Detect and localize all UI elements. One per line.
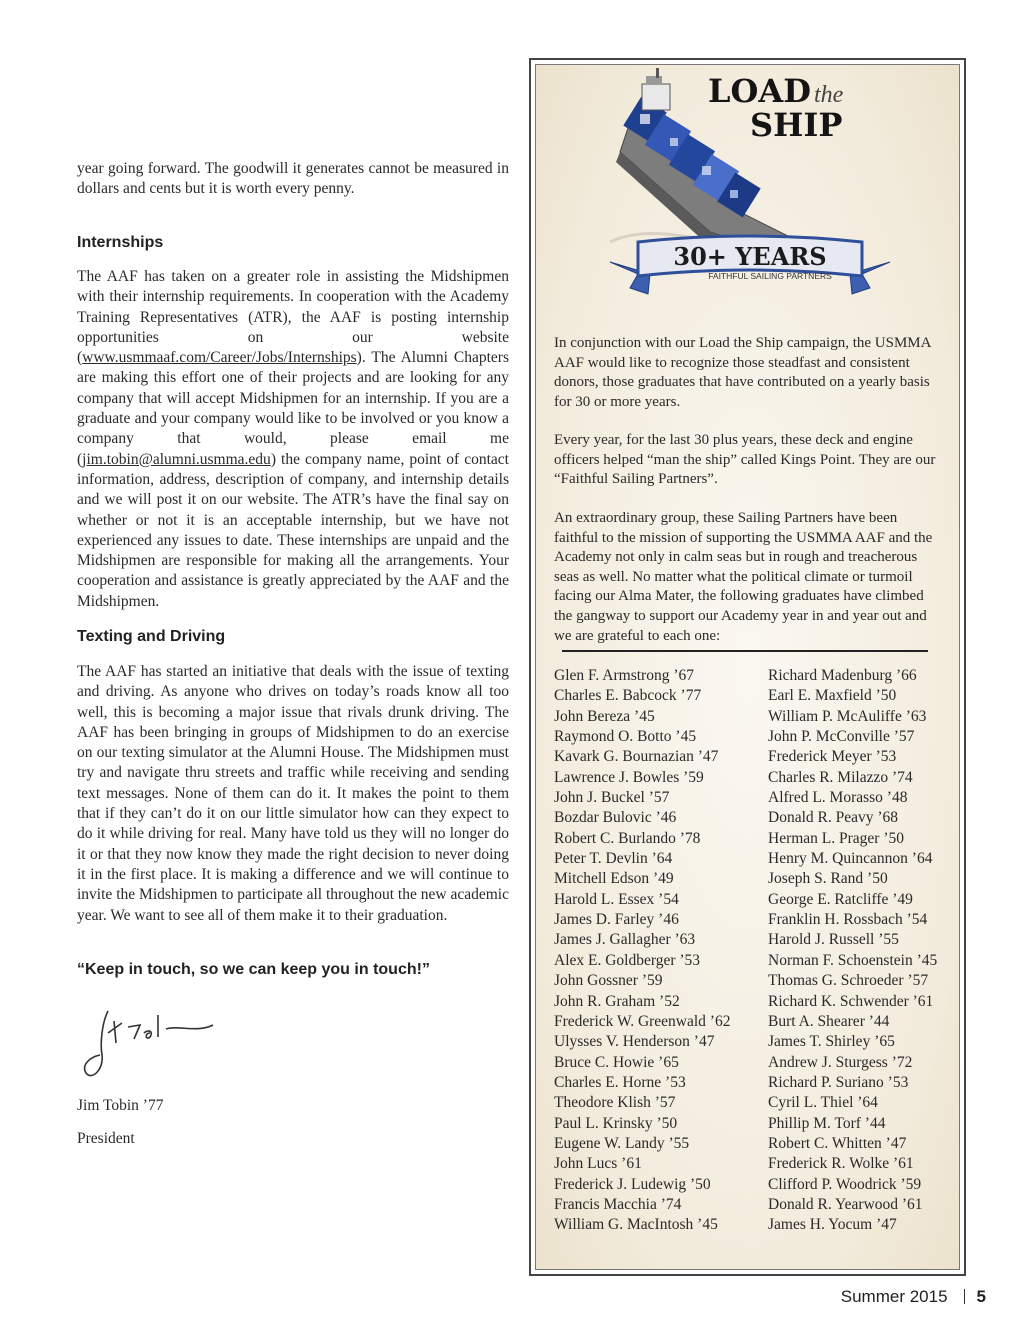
partner-name: John R. Graham ’52 [554, 992, 680, 1010]
partner-name: Joseph S. Rand ’50 [768, 870, 888, 888]
partner-name: Donald R. Peavy ’68 [768, 809, 899, 827]
issue-label: Summer 2015 [840, 1287, 948, 1306]
partner-name: Robert C. Burlando ’78 [554, 829, 701, 847]
partner-name: Kavark G. Bournazian ’47 [554, 748, 719, 766]
partner-name: James J. Gallagher ’63 [554, 931, 696, 949]
sidebar-paragraph-1: In conjunction with our Load the Ship campaign, the USMMA AAF would like to recognize those steadfast and consistent donors, those graduates that have contributed on a yearly basis for 30 or more years. [554, 335, 931, 410]
partner-name: Lawrence J. Bowles ’59 [554, 768, 704, 786]
partner-name: Charles R. Milazzo ’74 [768, 768, 913, 786]
partner-name: John P. McConville ’57 [768, 728, 915, 746]
internships-url-link[interactable]: www.usmmaaf.com/Career/Jobs/Internships [82, 349, 357, 367]
partner-name: Frederick R. Wolke ’61 [768, 1155, 914, 1173]
partner-name: Thomas G. Schroeder ’57 [768, 972, 929, 990]
partner-name: Herman L. Prager ’50 [768, 829, 905, 847]
partner-name: Paul L. Krinsky ’50 [554, 1114, 678, 1132]
logo-ship-text: SHIP [750, 106, 843, 144]
intro-paragraph: year going forward. The goodwill it generates cannot be measured in dollars and cents but it is worth every penny. [77, 160, 509, 198]
partner-name: Phillip M. Torf ’44 [768, 1114, 886, 1132]
partner-name: Francis Macchia ’74 [554, 1195, 682, 1213]
texting-heading: Texting and Driving [77, 628, 226, 645]
partner-name: Alfred L. Morasso ’48 [768, 789, 908, 807]
partner-name: Harold L. Essex ’54 [554, 890, 679, 908]
logo-load-text: LOAD [708, 72, 811, 110]
partner-name: Earl E. Maxfield ’50 [768, 687, 897, 705]
partner-name: Mitchell Edson ’49 [554, 870, 674, 888]
partner-name: Cyril L. Thiel ’64 [768, 1094, 878, 1112]
partner-name: Glen F. Armstrong ’67 [554, 667, 694, 684]
partner-name: Bozdar Bulovic ’46 [554, 809, 677, 827]
partner-name: Charles E. Babcock ’77 [554, 687, 702, 705]
ship-bridge [642, 84, 670, 110]
partner-name: Bruce C. Howie ’65 [554, 1053, 679, 1071]
logo-the-text: the [814, 82, 844, 108]
partner-name: Peter T. Devlin ’64 [554, 850, 673, 868]
partner-name: James H. Yocum ’47 [768, 1216, 897, 1234]
years-banner [610, 236, 890, 294]
texting-paragraph: The AAF has started an initiative that deals with the issue of texting and driving. As anyone who drives on today’s roads know all too well, this is becoming a major issue that rivals drunk driving. The AAF has been bringing in groups of Midshipmen to do an exercise on our texting simulator at the Alumni House. The Midshipmen must try and navigate thru streets and traffic while receiving and sending text messages. None of them can do it. It makes the point to them that if they can’t do it on our little simulator how can they expect to do it while driving for real. Many have told us they will no longer do it or that they now know they made the right decision to never doing it in the first place. It is making a difference and we will continue to invite the Midshipmen to participate all throughout the new academic year. We want to see all of them make it to their graduation. [77, 663, 509, 924]
names-list-right [768, 666, 958, 1236]
partner-name: Frederick J. Ludewig ’50 [554, 1175, 711, 1193]
partner-name: John J. Buckel ’57 [554, 789, 670, 807]
sidebar-divider [562, 650, 928, 652]
names-list-left [554, 666, 764, 1236]
signer-name: Jim Tobin ’77 [77, 1097, 164, 1114]
partner-name: Richard K. Schwender ’61 [768, 992, 934, 1010]
partner-name: Charles E. Horne ’53 [554, 1073, 686, 1091]
partner-name: Donald R. Yearwood ’61 [768, 1195, 923, 1213]
partner-name: Henry M. Quincannon ’64 [768, 850, 933, 868]
partner-name: William P. McAuliffe ’63 [768, 707, 927, 725]
partner-name: Theodore Klish ’57 [554, 1094, 676, 1112]
partner-name: Robert C. Whitten ’47 [768, 1134, 907, 1152]
internships-paragraph: The AAF has taken on a greater role in assisting the Midshipmen with their internship requirements. In cooperation with the Academy Training Representatives (ATR), the AAF is posting internship opportunities on our website (www.usmmaaf.com/Career/Jobs/Internships). The Alumni Chapters are making this effort one of their projects and are looking for any company that will accept Midshipmen for an internship. If you are a graduate and your company would like to be involved or you know a company that would, please email me (jim.tobin@alumni.usmma.edu) the company name, point of contact information, address, description of company, and internship details and we will post it on our website. The ATR’s have the final say on whether or not it is an acceptable internship, but we have not experienced any issues to date. These internships are unpaid and the Midshipmen are responsible for making all the arrangements. Your cooperation and assistance is greatly appreciated by the AAF and the Midshipmen. [77, 268, 509, 610]
partner-name: James D. Farley ’46 [554, 911, 679, 929]
partner-name: George E. Ratcliffe ’49 [768, 890, 913, 908]
banner-years-text: 30+ YEARS [673, 242, 827, 271]
partner-name: William G. MacIntosh ’45 [554, 1216, 718, 1234]
partner-name: Franklin H. Rossbach ’54 [768, 911, 928, 929]
sidebar-paragraph-3: An extraordinary group, these Sailing Partners have been faithful to the mission of supporting the USMMA AAF and the Academy not only in calm seas but in rough and treacherous seas as well. No matter what the political climate or turmoil facing our Alma Mater, the following graduates have climbed the gangway to support our Academy year in and year out and we are grateful to each one: [554, 510, 933, 644]
sidebar-paragraph-2: Every year, for the last 30 plus years, these deck and engine officers helped “man the ship” called Kings Point. They are our “Faithful Sailing Partners”. [554, 432, 936, 488]
partner-name: John Lucs ’61 [554, 1155, 642, 1173]
partner-name: Harold J. Russell ’55 [768, 931, 899, 949]
banner-tagline-text: FAITHFUL SAILING PARTNERS [708, 271, 832, 281]
partner-name: Ulysses V. Henderson ’47 [554, 1033, 715, 1051]
partner-name: Richard Madenburg ’66 [768, 667, 917, 684]
partner-name: John Bereza ’45 [554, 707, 655, 725]
partner-name: Norman F. Schoenstein ’45 [768, 951, 938, 969]
partner-name: Frederick W. Greenwald ’62 [554, 1012, 731, 1030]
partner-name: Clifford P. Woodrick ’59 [768, 1175, 922, 1193]
partner-name: James T. Shirley ’65 [768, 1033, 895, 1051]
page-number: 5 [976, 1287, 986, 1306]
email-link[interactable]: jim.tobin@alumni.usmma.edu [82, 450, 271, 468]
partner-name: Richard P. Suriano ’53 [768, 1073, 909, 1091]
load-the-ship-logo [590, 62, 910, 322]
partner-name: Eugene W. Landy ’55 [554, 1134, 690, 1152]
signer-title: President [77, 1130, 135, 1147]
closing-quote: “Keep in touch, so we can keep you in touch!” [77, 961, 430, 978]
partner-name: Alex E. Goldberger ’53 [554, 951, 701, 969]
partner-name: Andrew J. Sturgess ’72 [768, 1053, 913, 1071]
internships-heading: Internships [77, 234, 164, 251]
signature-image [78, 1003, 228, 1083]
partner-name: Frederick Meyer ’53 [768, 748, 897, 766]
partner-name: Burt A. Shearer ’44 [768, 1012, 890, 1030]
partner-name: Raymond O. Botto ’45 [554, 728, 697, 746]
partner-name: John Gossner ’59 [554, 972, 663, 990]
page-footer [841, 1287, 986, 1307]
footer-separator [964, 1289, 965, 1304]
